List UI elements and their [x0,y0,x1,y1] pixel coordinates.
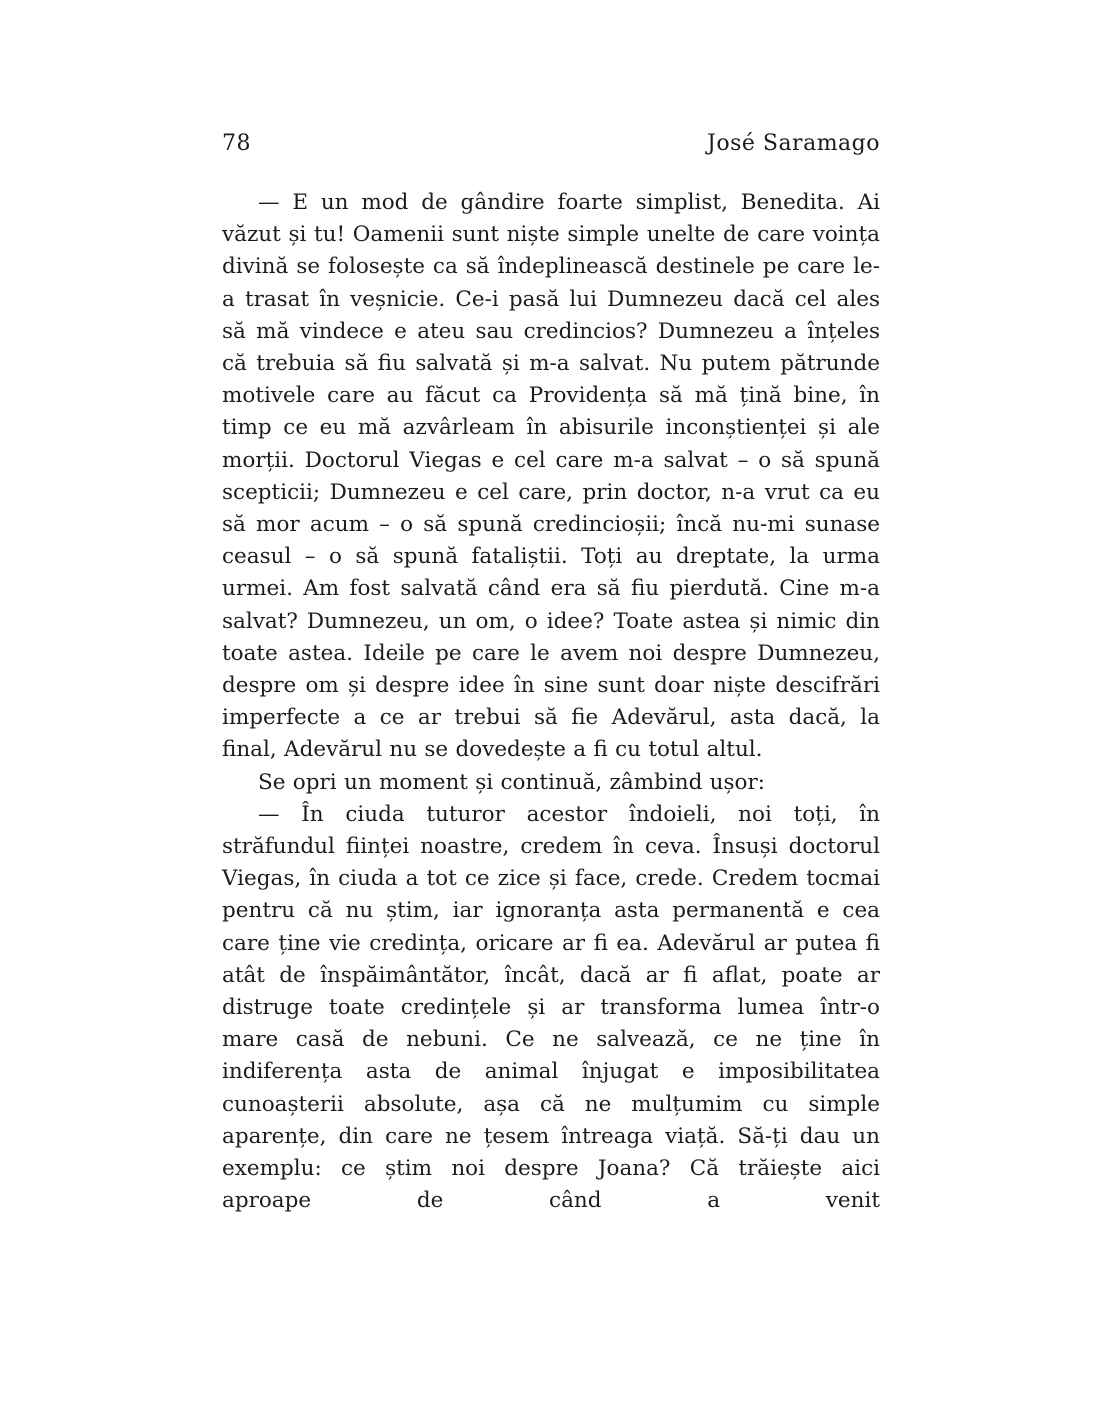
running-head: José Saramago [707,131,880,156]
page-body [222,187,880,1218]
paragraph-narration: Se opri un moment și continuă, zâmbind ușor: [258,769,766,795]
page-header [222,128,880,160]
paragraph-dialogue-1: — E un mod de gândire foarte simplist, Benedita. Ai văzut și tu! Oamenii sunt niște simple unelte de care voința divină se folosește ca să îndeplinească destinele pe care le-a trasat în veșnicie. Ce-i pasă lui Dumnezeu dacă cel ales să mă vindece e ateu sau credincios? Dumnezeu a înțeles că trebuia să fiu salvată și m-a salvat. Nu putem pătrunde motivele care au făcut ca Providența să mă țină bine, în timp ce eu mă azvârleam în abisurile inconștienței și ale morții. Doctorul Viegas e cel care m-a salvat – o să spună scepticii; Dumnezeu e cel care, prin doctor, n-a vrut ca eu să mor acum – o să spună credincioșii; încă nu-mi sunase ceasul – o să spună fataliștii. Toți au dreptate, la urma urmei. Am fost salvată când era să fiu pierdută. Cine m-a salvat? Dumnezeu, un om, o idee? Toate astea și nimic din toate astea. Ideile pe care le avem noi despre Dumnezeu, despre om și despre idee în sine sunt doar niște descifrări imperfecte a ce ar trebui să fie Adevărul, asta dacă, la final, Adevărul nu se dovedește a fi cu totul altul. [222,190,880,763]
paragraph-dialogue-2: — În ciuda tuturor acestor îndoieli, noi toți, în străfundul ființei noastre, credem în ceva. Însuși doctorul Viegas, în ciuda a tot ce zice și face, crede. Credem tocmai pentru că nu știm, iar ignoranța asta permanentă e cea care ține vie credința, oricare ar fi ea. Adevărul ar putea fi atât de înspăimântător, încât, dacă ar fi aflat, poate ar distruge toate credințele și ar transforma lumea într-o mare casă de nebuni. Ce ne salvează, ce ne ține în indiferența asta de animal înjugat e imposibilitatea cunoașterii absolute, așa că ne mulțumim cu simple aparențe, din care ne țesem întreaga viață. Să-ți dau un exemplu: ce știm noi despre Joana? Că trăiește aici aproape de când a venit [222,801,880,1214]
page-number: 78 [222,131,251,156]
